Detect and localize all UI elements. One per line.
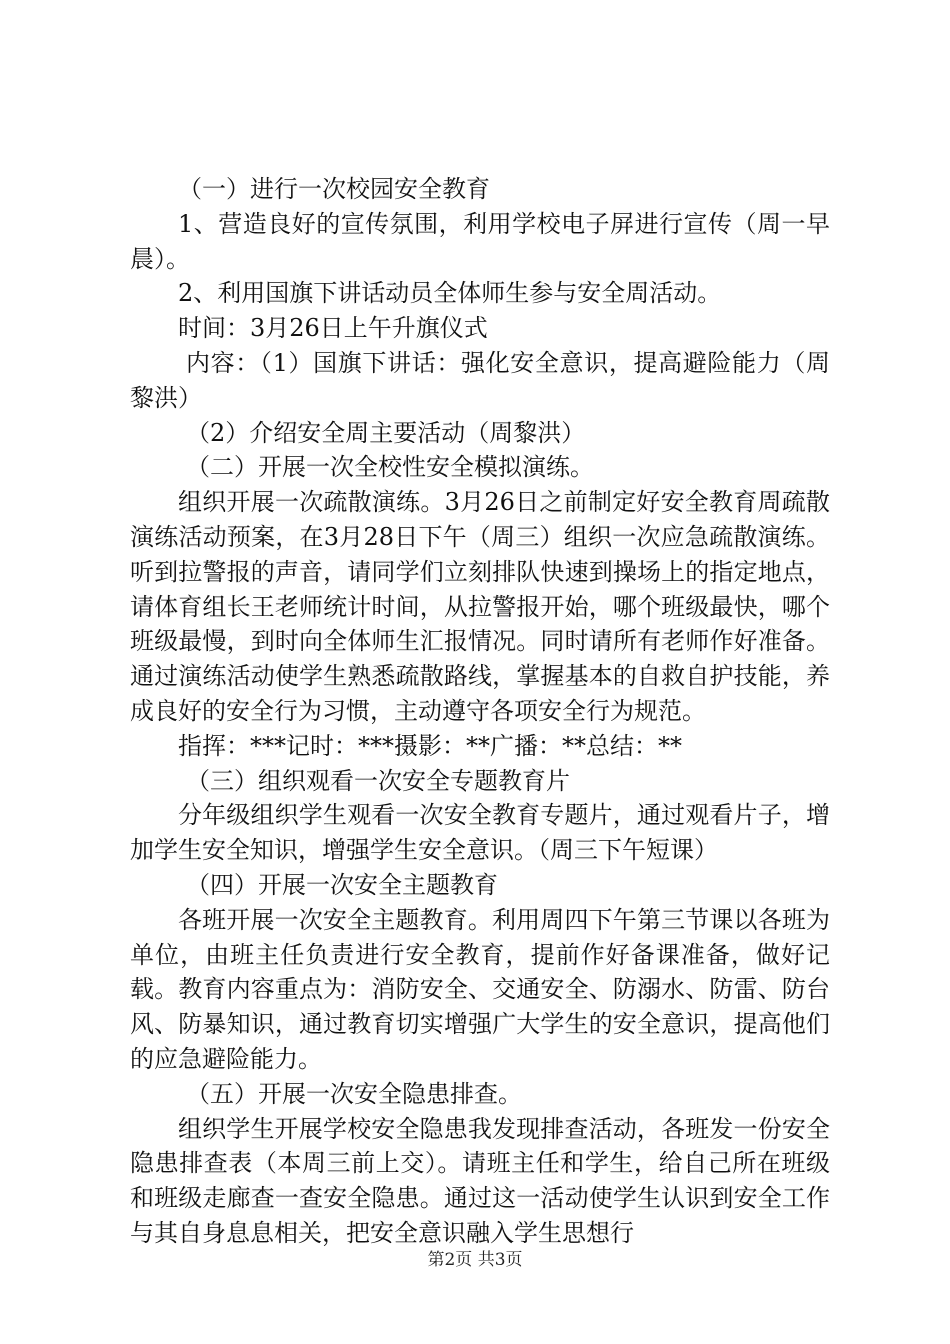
section-3-heading: （三）组织观看一次安全专题教育片 [186,766,570,795]
roles-line: 指挥：***记时：***摄影：**广播：**总结：** [178,731,682,760]
section-2-heading: （二）开展一次全校性安全模拟演练。 [186,453,594,482]
document-body [130,172,830,1251]
content-line: 内容：（1）国旗下讲话：强化安全意识，提高避险能力（周黎洪） [130,348,830,412]
section-3-body: 分年级组织学生观看一次安全教育专题片，通过观看片子，增加学生安全知识，增强学生安全意识。（周三下午短课） [130,801,830,865]
section-4-heading: （四）开展一次安全主题教育 [186,870,498,899]
time-line: 时间：3月26日上午升旗仪式 [178,314,488,343]
page-footer: 第2页 共3页 [427,1250,523,1270]
section-2-body: 组织开展一次疏散演练。3月26日之前制定好安全教育周疏散演练活动预案，在3月28日下午（周三）组织一次应急疏散演练。听到拉警报的声音，请同学们立刻排队快速到操场上的指定地点，请体育组长王老师统计时间，从拉警报开始，哪个班级最快，哪个班级最慢，到时向全体师生汇报情况。同时请所有老师作好准备。通过演练活动使学生熟悉疏散路线，掌握基本的自救自护技能，养成良好的安全行为习惯，主动遵守各项安全行为规范。 [130,488,830,725]
section-1-heading: （一）进行一次校园安全教育 [178,175,490,203]
content-item-2: （2）介绍安全周主要活动（周黎洪） [186,418,586,447]
section-5-heading: （五）开展一次安全隐患排查。 [186,1079,522,1108]
paragraph-item-2: 2、利用国旗下讲话动员全体师生参与安全周活动。 [178,279,722,308]
paragraph-item-1: 1、营造良好的宣传氛围，利用学校电子屏进行宣传（周一早晨）。 [130,209,830,273]
section-4-body: 各班开展一次安全主题教育。利用周四下午第三节课以各班为单位，由班主任负责进行安全教育，提前作好备课准备，做好记载。教育内容重点为：消防安全、交通安全、防溺水、防雷、防台风、防暴知识，通过教育切实增强广大学生的安全意识，提高他们的应急避险能力。 [130,905,830,1073]
section-5-body: 组织学生开展学校安全隐患我发现排查活动，各班发一份安全隐患排查表（本周三前上交）。请班主任和学生，给自己所在班级和班级走廊查一查安全隐患。通过这一活动使学生认识到安全工作与其自身息息相关，把安全意识融入学生思想行 [130,1114,830,1247]
